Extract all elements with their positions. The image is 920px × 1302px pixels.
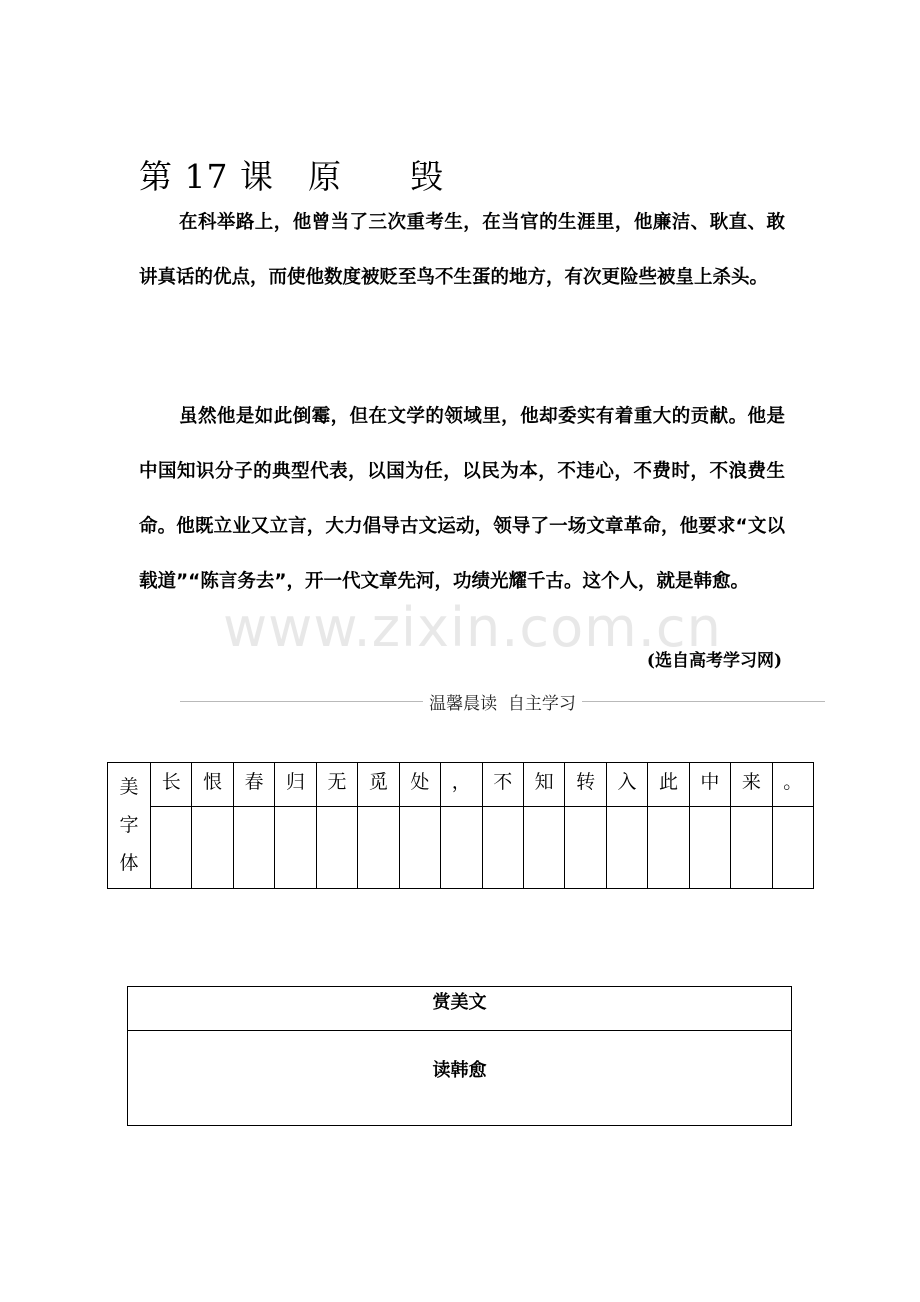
- practice-cell[interactable]: [275, 807, 316, 889]
- practice-cell[interactable]: [523, 807, 564, 889]
- model-char-cell: 不: [482, 763, 523, 807]
- practice-cell[interactable]: [233, 807, 274, 889]
- model-char-cell: 转: [565, 763, 606, 807]
- model-char-cell: 觅: [358, 763, 399, 807]
- side-label-char: 体: [119, 852, 139, 874]
- model-char-cell: 春: [233, 763, 274, 807]
- practice-cell[interactable]: [648, 807, 689, 889]
- model-char-cell: ，: [441, 763, 482, 807]
- section-divider-label: 温馨晨读 自主学习: [429, 693, 576, 714]
- model-char-cell: 入: [606, 763, 647, 807]
- practice-cell[interactable]: [399, 807, 440, 889]
- practice-cell[interactable]: [731, 807, 772, 889]
- copybook-grid: [107, 762, 814, 889]
- practice-cell[interactable]: [151, 807, 192, 889]
- copybook-practice-row: [108, 807, 814, 889]
- model-char-cell: 长: [151, 763, 192, 807]
- passage-paragraph-1: 在科举路上，他曾当了三次重考生，在当官的生涯里，他廉洁、耿直、敢讲真话的优点，而使他数度被贬至鸟不生蛋的地方，有次更险些被皇上杀头。: [139, 212, 785, 288]
- copybook-model-row: [108, 763, 814, 807]
- section-divider: [180, 686, 825, 716]
- side-label-char: 美: [119, 776, 139, 798]
- practice-cell[interactable]: [316, 807, 357, 889]
- model-char-cell: 处: [399, 763, 440, 807]
- passage-paragraph-2: 虽然他是如此倒霉，但在文学的领域里，他却委实有着重大的贡献。他是中国知识分子的典型代表，以国为任，以民为本，不违心，不费时，不浪费生命。他既立业又立言，大力倡导古文运动，领导了一场文章革命，他要求“文以载道”“陈言务去”，开一代文章先河，功绩光耀千古。这个人，就是韩愈。: [139, 406, 785, 592]
- model-char-cell: 中: [689, 763, 730, 807]
- practice-cell[interactable]: [565, 807, 606, 889]
- divider-line-left: [180, 701, 423, 702]
- practice-cell[interactable]: [358, 807, 399, 889]
- side-label-char: 字: [119, 814, 139, 836]
- passage-source: (选自高考学习网): [646, 651, 782, 671]
- model-char-cell: 来: [731, 763, 772, 807]
- appreciation-title: 读韩愈: [432, 1060, 487, 1081]
- practice-cell[interactable]: [482, 807, 523, 889]
- model-char-cell: 恨: [192, 763, 233, 807]
- practice-cell[interactable]: [689, 807, 730, 889]
- model-char-cell: 归: [275, 763, 316, 807]
- model-char-cell: 知: [523, 763, 564, 807]
- practice-cell[interactable]: [606, 807, 647, 889]
- model-char-cell: 。: [772, 763, 813, 807]
- model-char-cell: 无: [316, 763, 357, 807]
- practice-cell[interactable]: [192, 807, 233, 889]
- practice-cell[interactable]: [772, 807, 813, 889]
- watermark: www.zixin.com.cn: [223, 596, 722, 659]
- practice-cell[interactable]: [441, 807, 482, 889]
- appreciation-box: [127, 986, 792, 1126]
- model-char-cell: 此: [648, 763, 689, 807]
- appreciation-header: 赏美文: [128, 987, 791, 1031]
- copybook-side-label: [108, 763, 151, 889]
- lesson-title: 第 17 课 原 毁: [139, 157, 444, 196]
- divider-line-right: [582, 701, 825, 702]
